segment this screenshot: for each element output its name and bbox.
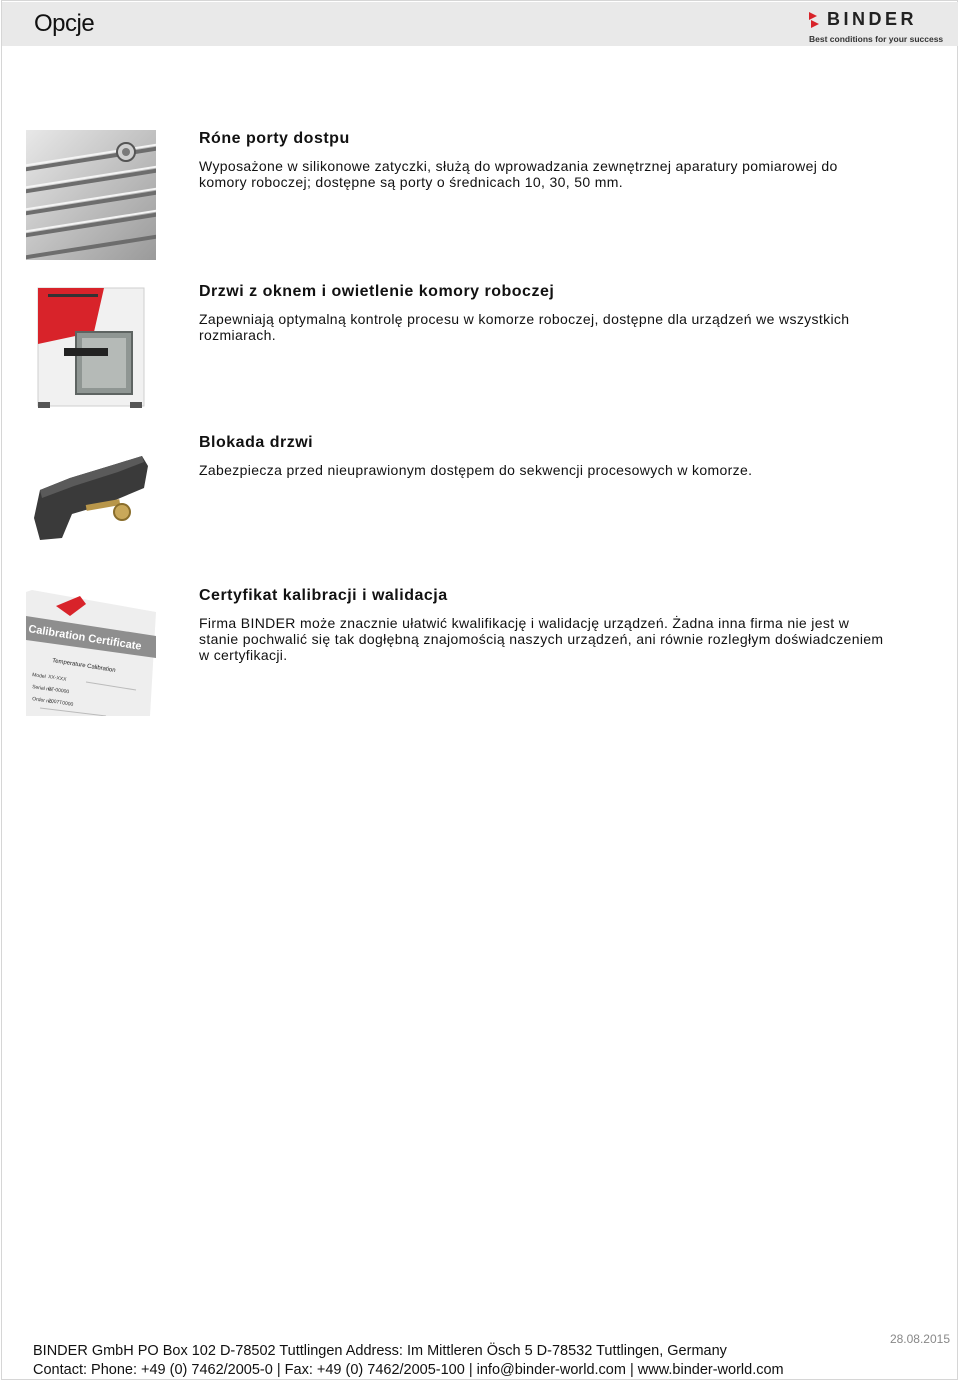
binder-logo xyxy=(809,11,949,47)
footer-address: BINDER GmbH PO Box 102 D-78502 Tuttlingen Address: Im Mittleren Ösch 5 D-78532 Tuttlingen, Germany xyxy=(33,1343,727,1359)
section-title: Certyfikat kalibracji i walidacja xyxy=(199,587,448,604)
logo-tagline: Best conditions for your success xyxy=(809,34,944,44)
cert-model-value: XX-XXX xyxy=(47,674,67,683)
section-title: Róne porty dostpu xyxy=(199,130,350,147)
section-title: Drzwi z oknem i owietlenie komory roboczej xyxy=(199,283,555,300)
option-door-lock xyxy=(26,434,906,544)
cert-serial-value: 07-00000 xyxy=(47,686,70,696)
section-text: Zapewniają optymalną kontrolę procesu w komorze roboczej, dostępne dla urządzeń we wszystkich rozmiarach. xyxy=(199,311,850,343)
option-access-ports xyxy=(26,130,906,262)
footer-date: 28.08.2015 xyxy=(889,1332,950,1346)
cert-serial-label: Serial no. xyxy=(31,684,54,694)
cert-order-label: Order no. xyxy=(31,696,54,706)
section-text: Wyposażone w silikonowe zatyczki, służą do wprowadzania zewnętrznej aparatury pomiarowej do komory roboczej; dostępne są porty o średnicach 10, 30, 50 mm. xyxy=(199,158,838,190)
calibration-certificate-photo xyxy=(26,586,156,716)
section-text: Firma BINDER może znacznie ułatwić kwalifikację i walidację urządzeń. Żadna inna firma nie jest w stanie pochwalić się tak dogłębną znajomością naszych urządzeń, ani równie rozległym doświadczeniem w certyfikacji. xyxy=(199,615,884,663)
binder-logo-mark-icon xyxy=(809,12,823,28)
access-port-photo xyxy=(26,130,156,260)
certificate-heading: Calibration Certificate xyxy=(27,623,143,653)
section-text: Zabezpiecza przed nieuprawionym dostępem do sekwencji procesowych w komorze. xyxy=(199,462,753,478)
header-bar xyxy=(2,2,958,46)
certificate-sub: Temperature Calibration xyxy=(51,658,116,674)
logo-wordmark: BINDER xyxy=(827,9,918,29)
footer-contact: Contact: Phone: +49 (0) 7462/2005-0 | Fax: +49 (0) 7462/2005-100 | info@binder-world.com | www.binder-world.com xyxy=(33,1362,784,1378)
page-title: Opcje xyxy=(34,10,95,37)
option-calibration-certificate xyxy=(26,586,906,718)
section-title: Blokada drzwi xyxy=(199,434,314,451)
door-lock-photo xyxy=(26,434,156,564)
chamber-window-photo xyxy=(26,282,156,412)
cert-order-value: 2007T0000 xyxy=(47,698,74,708)
option-door-window xyxy=(26,282,906,412)
cert-model-label: Model xyxy=(31,672,47,681)
